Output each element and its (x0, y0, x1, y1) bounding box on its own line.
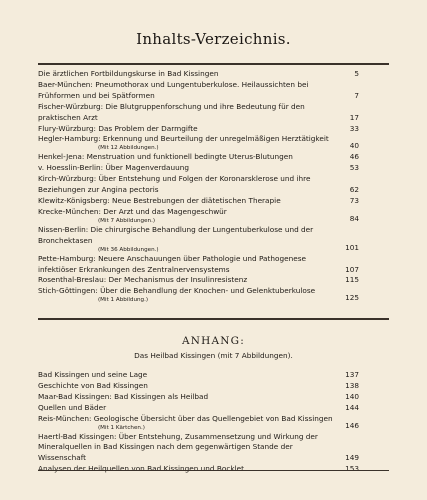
toc-entry (38, 163, 359, 174)
toc-entry-title: Flury-Würzburg: Das Problem der Darmgifte (38, 123, 198, 133)
toc-entry-title: Pette-Hamburg: Neuere Anschauungen über Pathologie und Pathogenese infektiöser Erkrankungen des Zentralnervensystems (38, 253, 306, 274)
toc-entry-illustrations: (Mit 1 Abbildung.) (98, 297, 149, 304)
toc-entry-page: 137 (345, 370, 359, 379)
toc-entry-page: 73 (349, 195, 359, 205)
toc-entry-page: 115 (345, 275, 359, 285)
toc-entry (38, 370, 359, 381)
toc-entry-page: 33 (349, 123, 359, 133)
toc-entry (38, 381, 359, 392)
toc-entry-page: 140 (345, 391, 359, 401)
toc-entry-title: Reis-München: Geologische Übersicht über das Quellengebiet von Bad Kissingen (38, 413, 333, 423)
toc-entry-page: 125 (345, 293, 359, 303)
appendix-subheading: Das Heilbad Kissingen (mit 7 Abbildungen). (134, 351, 293, 360)
toc-entry-page: 144 (345, 402, 359, 412)
toc-entry-title: Baer-München: Pneumothorax und Lungentuberkulose. Heilaussichten bei Frühformen und bei Spätformen (38, 79, 309, 100)
page-title: Inhalts-Verzeichnis. (136, 30, 291, 48)
toc-entry (38, 152, 359, 163)
toc-entry (38, 174, 359, 196)
toc-entry (38, 102, 359, 124)
toc-entry (38, 80, 359, 102)
toc-entry-page: 53 (349, 163, 359, 173)
contents-list (38, 69, 359, 304)
appendix-heading: ANHANG: (181, 335, 246, 347)
section-rule (38, 318, 389, 320)
toc-entry-page: 17 (349, 112, 359, 122)
toc-entry-illustrations: (Mit 1 Kärtchen.) (98, 424, 145, 431)
toc-entry-title: Klewitz-Königsberg: Neue Bestrebungen der diätetischen Therapie (38, 195, 281, 205)
toc-entry (38, 414, 359, 432)
toc-entry-title: Fischer-Würzburg: Die Blutgruppenforschung und ihre Bedeutung für den praktischen Arzt (38, 101, 305, 122)
toc-entry-page: 84 (349, 213, 359, 223)
toc-entry (38, 432, 359, 465)
appendix-list (38, 370, 359, 475)
toc-entry (38, 286, 359, 304)
toc-entry (38, 403, 359, 414)
toc-entry (38, 69, 359, 80)
toc-entry (38, 207, 359, 225)
toc-entry-page: 7 (354, 90, 359, 100)
toc-entry-page: 138 (345, 380, 359, 390)
toc-entry-title: Stich-Göttingen: Über die Behandlung der Knochen- und Gelenktuberkulose (38, 286, 316, 296)
toc-entry (38, 134, 359, 152)
toc-entry-title: Quellen und Bäder (38, 402, 107, 412)
toc-entry-page: 153 (345, 464, 359, 474)
toc-entry-page: 62 (349, 185, 359, 195)
toc-entry-page: 101 (345, 242, 359, 252)
toc-entry-page: 146 (345, 420, 359, 430)
title-rule (38, 63, 389, 65)
toc-entry-title: Henkel-Jena: Menstruation und funktionell bedingte Uterus-Blutungen (38, 152, 293, 162)
toc-entry-illustrations: (Mit 36 Abbildungen.) (98, 246, 159, 253)
toc-entry-page: 40 (349, 141, 359, 151)
toc-entry-title: Hegler-Hamburg: Erkennung und Beurteilung der unregelmäßigen Herztätigkeit (38, 134, 329, 144)
toc-entry-title: Maar-Bad Kissingen: Bad Kissingen als Heilbad (38, 391, 209, 401)
toc-entry-title: Geschichte von Bad Kissingen (38, 380, 148, 390)
toc-entry-title: Bad Kissingen und seine Lage (38, 370, 148, 379)
toc-entry-page: 5 (354, 69, 359, 78)
toc-entry (38, 392, 359, 403)
toc-entry-title: Analysen der Heilquellen von Bad Kissingen und Bocklet (38, 464, 244, 474)
toc-entry-page: 46 (349, 152, 359, 162)
toc-entry (38, 196, 359, 207)
toc-entry-page: 107 (345, 264, 359, 274)
toc-entry (38, 254, 359, 276)
bottom-rule (38, 470, 389, 471)
toc-entry-title: Rosenthal-Breslau: Der Mechanismus der Insulinresistenz (38, 275, 248, 285)
toc-entry (38, 124, 359, 135)
toc-entry-title: Haertl-Bad Kissingen: Über Entstehung, Zusammensetzung und Wirkung der Mineralquellen in Bad Kissingen nach dem gegenwärtigen Stande der Wissenschaft (38, 431, 318, 463)
toc-entry-title: Kirch-Würzburg: Über Entstehung und Folgen der Koronarsklerose und ihre Beziehungen zur Angina pectoris (38, 174, 311, 195)
toc-entry-title: Die ärztlichen Fortbildungskurse in Bad Kissingen (38, 69, 219, 78)
toc-entry-illustrations: (Mit 7 Abbildungen.) (98, 217, 156, 224)
toc-entry-page: 149 (345, 453, 359, 463)
toc-entry-title: Krecke-München: Der Arzt und das Magengeschwür (38, 206, 227, 216)
toc-entry-title: v. Hoesslin-Berlin: Über Magenverdauung (38, 163, 190, 173)
toc-entry (38, 225, 359, 254)
toc-entry-title: Nissen-Berlin: Die chirurgische Behandlung der Lungentuberkulose und der Bronchektasen (38, 224, 314, 245)
toc-entry (38, 275, 359, 286)
toc-entry-illustrations: (Mit 12 Abbildungen.) (98, 145, 159, 152)
